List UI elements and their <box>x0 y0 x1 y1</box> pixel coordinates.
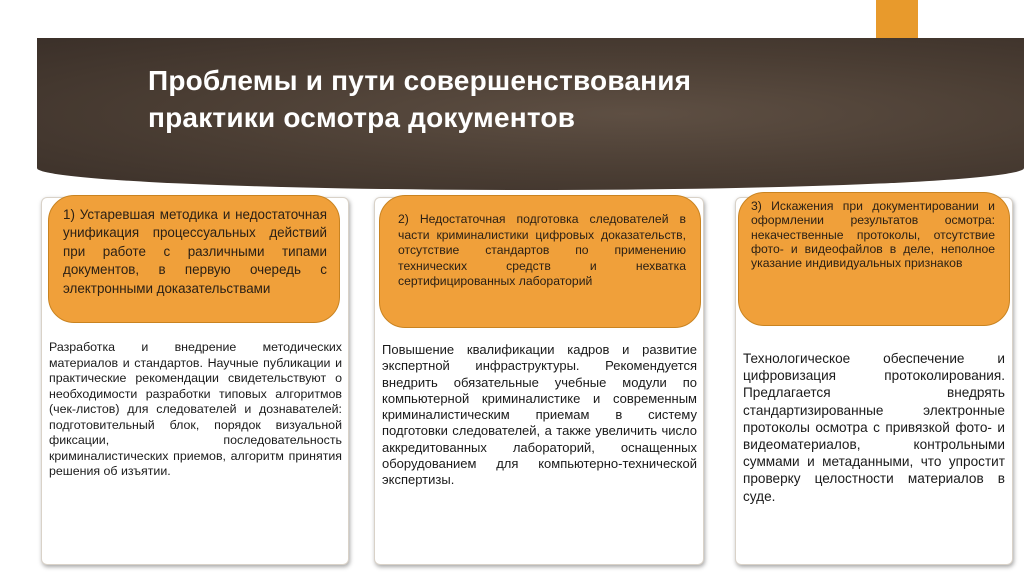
solution-text-2: Повышение квалификации кадров и развитие экспертной инфраструктуры. Рекомендуется внедрить обязательные учебные модули по компьютерной криминалистике и современным криминалистическим приемам в систему подготовки следователей, а также увеличить число аккредитованных лабораторий, оснащенных оборудованием для компьютерно-технической экспертизы. <box>382 342 697 488</box>
title-line-1: Проблемы и пути совершенствования <box>148 65 692 96</box>
solution-text-3: Технологическое обеспечение и цифровизация протоколирования. Предлагается внедрять стандартизированные электронные протоколы осмотра с привязкой фото- и видеоматериалов, контрольными суммами и метаданными, что упростит проверку целостности материалов в суде. <box>743 351 1005 504</box>
solution-text-1: Разработка и внедрение методических материалов и стандартов. Научные публикации и практические рекомендации свидетельствуют о необходимости разработки типовых алгоритмов (чек-листов) для следователей и дознавателей: подготовительный блок, порядок визуальной фиксации, последовательность криминалистических приемов, алгоритм принятия решения об изъятии. <box>49 340 342 478</box>
title-line-2: практики осмотра документов <box>148 102 576 133</box>
slide-title <box>148 62 868 136</box>
problem-box-2: 2) Недостаточная подготовка следователей в части криминалистики цифровых доказательств, отсутствие стандартов по применению технических средств и нехватка сертифицированных лабораторий <box>379 195 701 328</box>
problem-box-3: 3) Искажения при документировании и оформлении результатов осмотра: некачественные протоколы, отсутствие фото- и видеофайлов в деле, неполное указание индивидуальных признаков <box>738 192 1010 326</box>
problem-box-1: 1) Устаревшая методика и недостаточная унификация процессуальных действий при работе с различными типами документов, в первую очередь с электронными доказательствами <box>48 195 340 323</box>
